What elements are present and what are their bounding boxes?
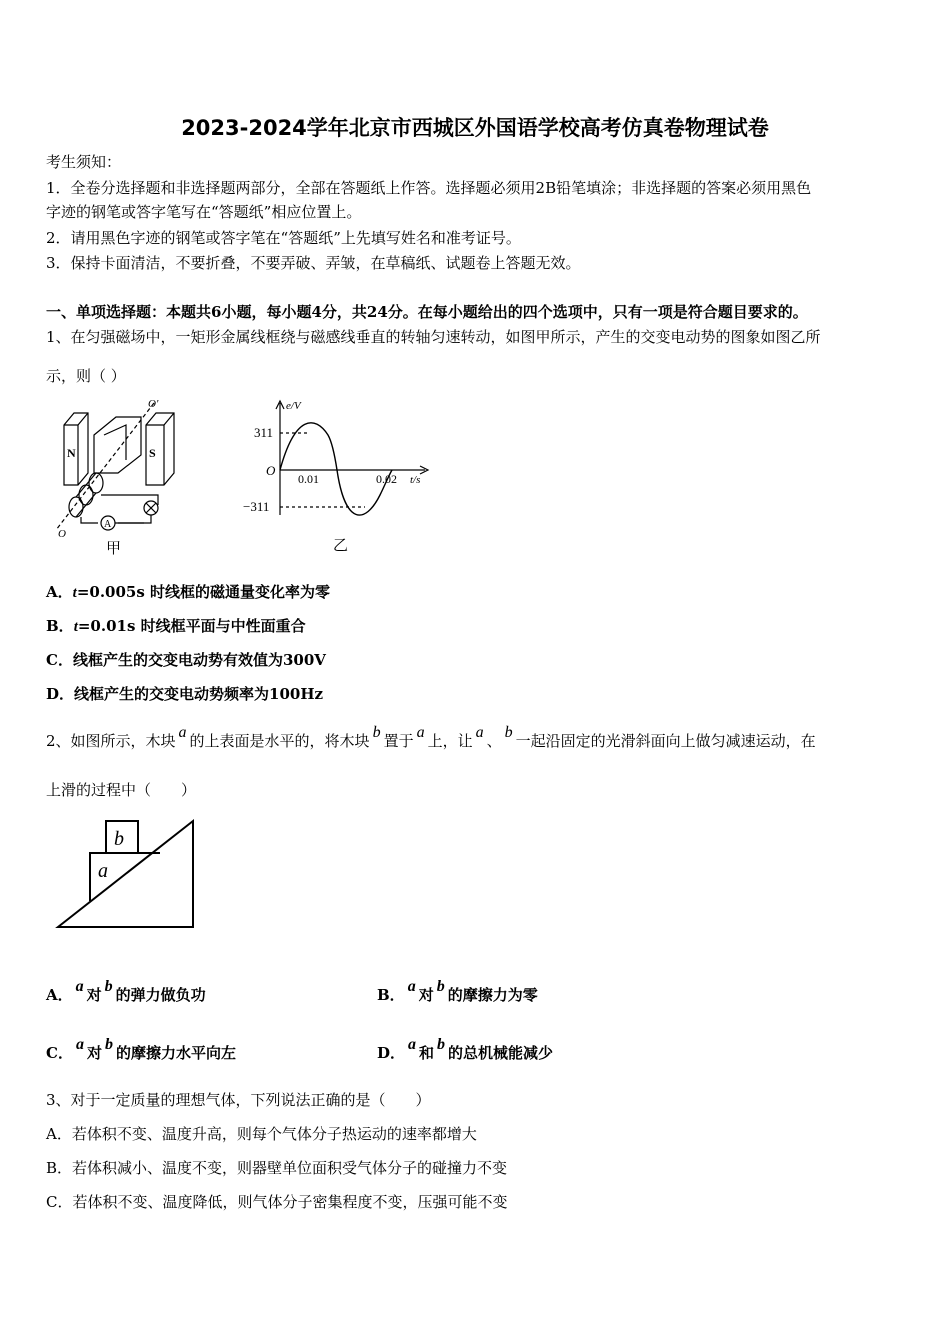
ammeter-label: A: [104, 519, 112, 530]
emf-graph: [240, 395, 440, 560]
q1-option-a-prefix: A．: [46, 583, 73, 601]
q2-var-a: a: [178, 724, 187, 741]
q2-option-c-tail: 的摩擦力水平向左: [115, 1044, 236, 1062]
q2-option-c-var-a: a: [75, 1036, 84, 1053]
q1-option-b: [46, 616, 306, 637]
page-title: 2023-2024学年北京市西城区外国语学校高考仿真卷物理试卷: [181, 116, 769, 140]
q2-option-b-prefix: B．: [377, 986, 405, 1004]
q2-option-d-mid: 和: [419, 1044, 435, 1062]
q2-stem-line-2: 上滑的过程中（ ）: [46, 781, 197, 799]
q2-option-b-mid: 对: [418, 986, 434, 1004]
q3-option-a: A．若体积不变、温度升高，则每个气体分子热运动的速率都增大: [46, 1125, 477, 1143]
q1-option-a-var: t: [72, 585, 77, 601]
s-pole-label: S: [149, 446, 156, 460]
q2-option-b-tail: 的摩擦力为零: [447, 986, 538, 1004]
q2-option-c: [46, 1036, 236, 1064]
q2-option-c-prefix: C．: [46, 1044, 73, 1062]
notice-heading: 考生须知：: [46, 153, 122, 171]
q2-seg-2: 的上表面是水平的，将木块: [189, 732, 370, 750]
q2-seg-3: 置于: [383, 732, 414, 750]
axis-bottom-label: O: [58, 528, 66, 540]
section-heading: 一、单项选择题：本题共6小题，每小题4分，共24分。在每小题给出的四个选项中，只有一项是符合题目要求的。: [46, 303, 808, 321]
y-min-label: −311: [243, 499, 270, 514]
q1-option-c: C．线框产生的交变电动势有效值为300V: [46, 651, 326, 669]
block-b-label: b: [114, 828, 124, 850]
axis-top-label: O': [148, 398, 159, 410]
q2-option-b-var-b: b: [436, 978, 445, 995]
incline-figure: [50, 815, 200, 935]
q2-option-d: [377, 1036, 554, 1064]
notice-item-1-line-1: 1．全卷分选择题和非选择题两部分，全部在答题纸上作答。选择题必须用2B铅笔填涂；非选择题的答案必须用黑色: [46, 179, 812, 197]
q2-option-c-var-b: b: [104, 1036, 113, 1053]
n-pole-label: N: [67, 446, 76, 460]
q1-option-a-text: =0.005s 时线框的磁通量变化率为零: [76, 583, 331, 601]
block-a-label: a: [98, 860, 108, 882]
generator-figure: [46, 395, 196, 560]
q2-var-b: b: [372, 724, 381, 741]
q2-option-a-var-b: b: [104, 978, 113, 995]
q2-option-a-mid: 对: [86, 986, 102, 1004]
q2-seg-6: 一起沿固定的光滑斜面向上做匀减速运动，在: [515, 732, 816, 750]
q2-option-d-prefix: D．: [377, 1044, 406, 1062]
q3-stem: 3、对于一定质量的理想气体，下列说法正确的是（ ）: [46, 1091, 431, 1109]
q2-option-a-prefix: A．: [46, 986, 73, 1004]
q2-option-c-mid: 对: [86, 1044, 102, 1062]
q1-option-b-var: t: [73, 619, 78, 635]
x-axis-label: t/s: [410, 474, 421, 486]
q2-var-b-2: b: [504, 724, 513, 741]
q2-option-b-var-a: a: [407, 978, 416, 995]
q2-option-d-tail: 的总机械能减少: [448, 1044, 554, 1062]
q2-option-a-var-a: a: [75, 978, 84, 995]
q3-option-b: B．若体积减小、温度不变，则器壁单位面积受气体分子的碰撞力不变: [46, 1159, 508, 1177]
q1-stem-line-2: 示，则（ ）: [46, 367, 126, 385]
t2-label: 0.02: [376, 472, 397, 486]
q2-option-a-tail: 的弹力做负功: [115, 986, 206, 1004]
q2-seg-5: 、: [486, 732, 502, 750]
origin-label: O: [266, 463, 276, 478]
q2-option-d-var-b: b: [437, 1036, 446, 1053]
q2-var-a-3: a: [475, 724, 484, 741]
q2-option-d-var-a: a: [408, 1036, 417, 1053]
notice-item-3: 3．保持卡面清洁，不要折叠，不要弄破、弄皱，在草稿纸、试题卷上答题无效。: [46, 254, 581, 272]
q2-option-a: [46, 978, 206, 1006]
q2-seg-4: 上，让: [427, 732, 473, 750]
t1-label: 0.01: [298, 472, 319, 486]
q1-stem-line-1: 1、在匀强磁场中，一矩形金属线框绕与磁感线垂直的转轴匀速转动，如图甲所示，产生的交变电动势的图象如图乙所: [46, 328, 821, 346]
q2-stem-line-1: [46, 724, 816, 752]
notice-item-2: 2．请用黑色字迹的钢笔或答字笔在“答题纸”上先填写姓名和准考证号。: [46, 229, 521, 247]
figure-yi-caption: 乙: [333, 538, 349, 554]
q2-var-a-2: a: [416, 724, 425, 741]
y-max-label: 311: [254, 425, 274, 440]
figure-jia-caption: 甲: [106, 541, 122, 557]
q1-option-b-prefix: B．: [46, 617, 74, 635]
q3-option-c: C．若体积不变、温度降低，则气体分子密集程度不变，压强可能不变: [46, 1193, 508, 1211]
q2-seg-1: 2、如图所示，木块: [46, 732, 176, 750]
q2-option-b: [377, 978, 538, 1006]
q1-option-a: [46, 582, 330, 603]
q1-option-d: D．线框产生的交变电动势频率为100Hz: [46, 685, 324, 703]
q1-option-b-text: =0.01s 时线框平面与中性面重合: [77, 617, 306, 635]
y-axis-label: e/V: [286, 400, 301, 412]
notice-item-1-line-2: 字迹的钢笔或答字笔写在“答题纸”相应位置上。: [46, 203, 362, 221]
